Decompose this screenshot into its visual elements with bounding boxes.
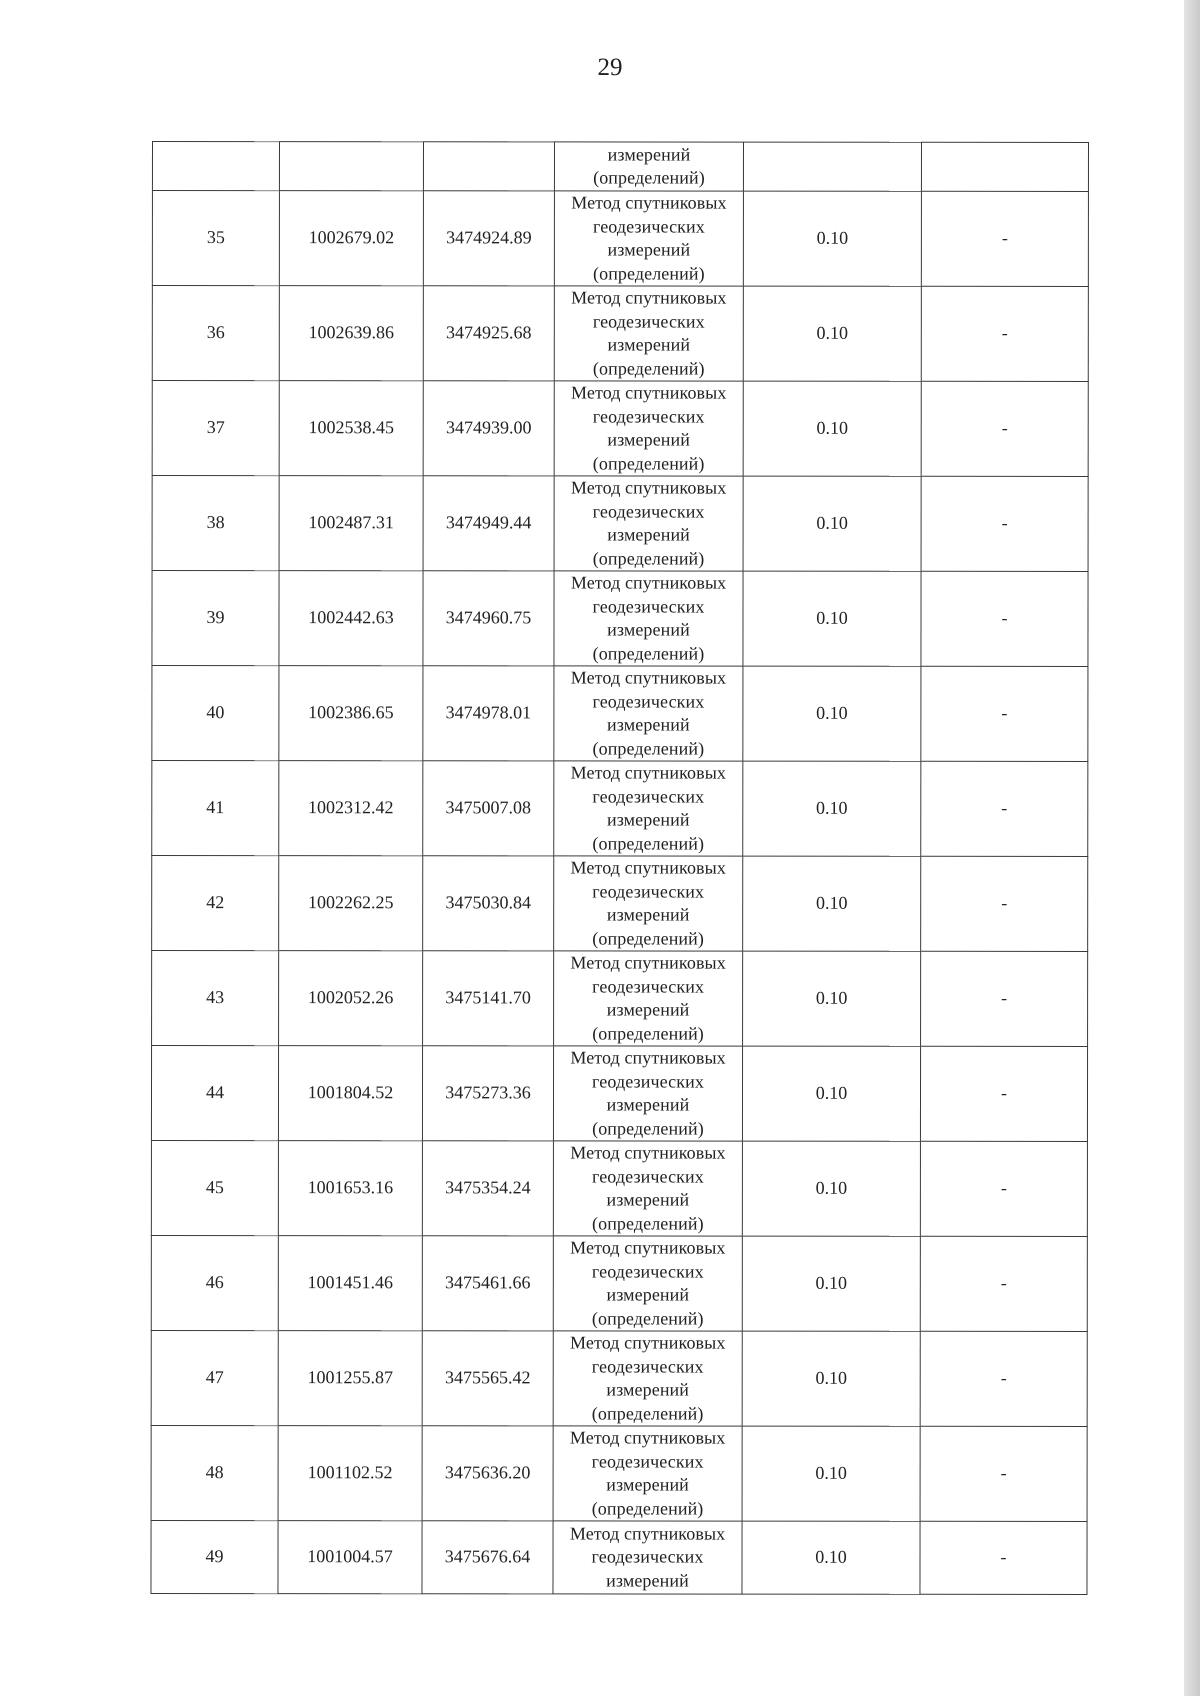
cell-note: - xyxy=(921,476,1088,571)
cell-method xyxy=(553,1046,742,1141)
method-line: геодезических xyxy=(592,785,705,807)
method-line: геодезических xyxy=(592,310,705,332)
method-line: Метод спутниковых xyxy=(570,1047,726,1068)
method-line: (определений) xyxy=(592,357,705,379)
cell-method xyxy=(553,1236,742,1331)
table-row xyxy=(151,1520,1087,1594)
cell-x xyxy=(279,142,423,191)
method-line: измерений xyxy=(607,714,690,735)
cell-num: 49 xyxy=(151,1520,278,1593)
cell-x: 1001804.52 xyxy=(278,1046,422,1141)
cell-method xyxy=(554,191,743,286)
cell-y: 3475461.66 xyxy=(422,1236,553,1331)
method-line: (определений) xyxy=(593,167,705,188)
table-row xyxy=(151,1235,1087,1331)
method-line: Метод спутниковых xyxy=(570,1237,726,1258)
cell-num: 45 xyxy=(151,1141,278,1236)
method-line: измерений xyxy=(606,1570,689,1591)
cell-note: - xyxy=(921,571,1088,666)
cell-y: 3474925.68 xyxy=(423,286,554,381)
cell-accuracy: 0.10 xyxy=(743,476,921,571)
cell-accuracy: 0.10 xyxy=(743,381,921,476)
cell-method xyxy=(554,666,743,761)
method-line: геодезических xyxy=(592,215,705,237)
cell-num: 35 xyxy=(152,191,279,286)
cell-note: - xyxy=(921,666,1088,761)
cell-accuracy: 0.10 xyxy=(743,191,921,286)
cell-accuracy: 0.10 xyxy=(743,666,921,761)
cell-note: - xyxy=(920,1046,1087,1141)
cell-y: 3475007.08 xyxy=(423,761,554,856)
cell-y: 3475565.42 xyxy=(422,1331,553,1426)
cell-method xyxy=(554,142,743,191)
method-line: Метод спутниковых xyxy=(570,572,727,593)
method-line: Метод спутниковых xyxy=(570,477,727,498)
cell-y: 3474924.89 xyxy=(423,191,554,286)
table-row xyxy=(152,666,1088,762)
cell-method xyxy=(553,1141,742,1236)
continuation-row xyxy=(152,142,1088,192)
method-line: (определений) xyxy=(592,832,705,854)
method-line: измерений xyxy=(606,809,690,830)
cell-method xyxy=(554,856,743,951)
cell-accuracy: 0.10 xyxy=(743,951,921,1046)
cell-x: 1001004.57 xyxy=(278,1521,422,1594)
cell-x: 1002052.26 xyxy=(279,951,423,1046)
method-line: (определений) xyxy=(591,1212,704,1234)
method-line: (определений) xyxy=(592,262,705,284)
cell-accuracy: 0.10 xyxy=(743,571,921,666)
method-line: (определений) xyxy=(592,452,705,474)
method-line: геодезических xyxy=(591,1450,704,1472)
cell-y xyxy=(423,142,554,191)
cell-note: - xyxy=(920,1426,1087,1521)
cell-method xyxy=(554,476,743,571)
cell-method xyxy=(554,381,743,476)
method-line: геодезических xyxy=(591,1355,704,1377)
table-row xyxy=(151,1141,1087,1237)
method-line: геодезических xyxy=(592,690,705,712)
method-line: (определений) xyxy=(591,1402,704,1424)
method-line: Метод спутниковых xyxy=(570,857,726,878)
cell-y: 3474939.00 xyxy=(423,381,554,476)
cell-method xyxy=(554,761,743,856)
method-line: измерений xyxy=(607,524,690,545)
page-number: 29 xyxy=(597,54,623,81)
cell-y: 3475354.24 xyxy=(422,1141,553,1236)
cell-x: 1001653.16 xyxy=(278,1141,422,1236)
cell-accuracy: 0.10 xyxy=(742,1236,920,1331)
cell-x: 1001255.87 xyxy=(278,1331,422,1426)
cell-note: - xyxy=(921,381,1088,476)
cell-accuracy: 0.10 xyxy=(743,286,921,381)
method-line: (определений) xyxy=(592,1022,704,1044)
cell-note: - xyxy=(921,286,1088,381)
cell-note: - xyxy=(921,856,1088,951)
method-line: геодезических xyxy=(591,1165,704,1187)
table-row xyxy=(151,1046,1087,1142)
cell-note: - xyxy=(920,1236,1087,1331)
cell-y: 3475141.70 xyxy=(423,951,554,1046)
table-row xyxy=(152,571,1088,667)
cell-accuracy: 0.10 xyxy=(743,856,921,951)
table-row xyxy=(152,951,1088,1047)
cell-method xyxy=(554,571,743,666)
cell-num: 40 xyxy=(152,666,279,761)
method-line: (определений) xyxy=(592,547,705,569)
table-row xyxy=(152,476,1088,572)
method-line: (определений) xyxy=(592,1117,704,1139)
cell-num: 37 xyxy=(152,381,279,476)
cell-num: 47 xyxy=(151,1330,278,1425)
scan-edge-shade xyxy=(1184,0,1200,1696)
cell-method xyxy=(553,1521,742,1594)
coordinates-table-body xyxy=(151,142,1089,1595)
method-line: геодезических xyxy=(592,595,705,617)
method-line: (определений) xyxy=(592,927,705,949)
cell-x: 1002679.02 xyxy=(279,191,423,286)
method-line: (определений) xyxy=(591,1497,704,1519)
cell-method xyxy=(553,1331,742,1426)
method-line: геодезических xyxy=(592,500,705,522)
method-line: Метод спутниковых xyxy=(569,1523,726,1544)
method-line: Метод спутниковых xyxy=(570,1332,726,1353)
method-line: Метод спутниковых xyxy=(571,192,727,213)
cell-y: 3475636.20 xyxy=(422,1426,553,1521)
cell-x: 1002538.45 xyxy=(279,381,423,476)
cell-note xyxy=(921,142,1088,191)
cell-note: - xyxy=(920,1331,1087,1426)
cell-num: 48 xyxy=(151,1425,278,1520)
cell-x: 1002386.65 xyxy=(279,666,423,761)
method-line: геодезических xyxy=(592,975,705,997)
cell-num: 46 xyxy=(151,1235,278,1330)
cell-x: 1002487.31 xyxy=(279,476,423,571)
method-line: измерений xyxy=(607,334,691,355)
method-line: измерений xyxy=(606,1284,690,1305)
method-line: геодезических xyxy=(592,1070,704,1092)
method-line: Метод спутниковых xyxy=(571,287,727,308)
cell-note: - xyxy=(920,1521,1087,1594)
method-line: Метод спутниковых xyxy=(570,667,727,688)
method-line: измерений xyxy=(607,143,691,165)
table-row xyxy=(152,191,1088,287)
cell-x: 1002262.25 xyxy=(279,856,423,951)
cell-note: - xyxy=(921,191,1088,286)
method-line: (определений) xyxy=(592,737,705,759)
cell-num xyxy=(152,142,279,191)
cell-method xyxy=(554,951,743,1046)
method-line: измерений xyxy=(606,1189,690,1210)
cell-note: - xyxy=(921,951,1088,1046)
cell-accuracy xyxy=(743,142,921,191)
cell-num: 43 xyxy=(152,951,279,1046)
coordinates-table xyxy=(150,141,1089,1595)
cell-accuracy: 0.10 xyxy=(743,761,921,856)
method-line: Метод спутниковых xyxy=(570,952,726,973)
cell-x: 1002312.42 xyxy=(279,761,423,856)
cell-accuracy: 0.10 xyxy=(742,1141,920,1236)
method-line: геодезических xyxy=(591,1260,704,1282)
cell-note: - xyxy=(920,1141,1087,1236)
cell-y: 3475676.64 xyxy=(422,1521,553,1594)
cell-num: 39 xyxy=(152,571,279,666)
method-line: измерений xyxy=(606,999,690,1020)
method-line: измерений xyxy=(607,619,690,640)
method-line: измерений xyxy=(607,429,691,450)
cell-num: 38 xyxy=(152,476,279,571)
cell-num: 42 xyxy=(152,856,279,951)
cell-y: 3475030.84 xyxy=(423,856,554,951)
table-row xyxy=(152,381,1088,477)
method-line: геодезических xyxy=(592,405,705,427)
cell-y: 3474978.01 xyxy=(423,666,554,761)
cell-accuracy: 0.10 xyxy=(742,1426,920,1521)
cell-y: 3474949.44 xyxy=(423,476,554,571)
cell-method xyxy=(553,1426,742,1521)
cell-num: 44 xyxy=(151,1046,278,1141)
cell-x: 1001451.46 xyxy=(278,1236,422,1331)
cell-accuracy: 0.10 xyxy=(742,1331,920,1426)
table-row xyxy=(152,286,1088,382)
cell-accuracy: 0.10 xyxy=(742,1521,920,1594)
cell-x: 1001102.52 xyxy=(278,1426,422,1521)
method-line: измерений xyxy=(606,904,690,925)
method-line: измерений xyxy=(606,1094,690,1115)
method-line: Метод спутниковых xyxy=(569,1427,726,1448)
table-row xyxy=(152,761,1088,857)
cell-note: - xyxy=(921,761,1088,856)
method-line: Метод спутниковых xyxy=(570,762,727,783)
method-line: геодезических xyxy=(592,880,705,902)
method-line: измерений xyxy=(606,1474,689,1495)
cell-x: 1002639.86 xyxy=(279,286,423,381)
method-line: Метод спутниковых xyxy=(571,382,727,403)
cell-x: 1002442.63 xyxy=(279,571,423,666)
cell-num: 41 xyxy=(152,761,279,856)
cell-num: 36 xyxy=(152,286,279,381)
cell-y: 3475273.36 xyxy=(422,1046,553,1141)
table-row xyxy=(152,856,1088,952)
method-line: измерений xyxy=(606,1379,690,1400)
cell-accuracy: 0.10 xyxy=(742,1046,920,1141)
cell-y: 3474960.75 xyxy=(423,571,554,666)
table-row xyxy=(151,1425,1087,1521)
method-line: измерений xyxy=(607,239,691,260)
table-row xyxy=(151,1330,1087,1426)
method-line: (определений) xyxy=(592,642,705,664)
method-line: (определений) xyxy=(591,1307,704,1329)
method-line: Метод спутниковых xyxy=(570,1142,726,1163)
cell-method xyxy=(554,286,743,381)
method-line: геодезических xyxy=(591,1546,704,1567)
